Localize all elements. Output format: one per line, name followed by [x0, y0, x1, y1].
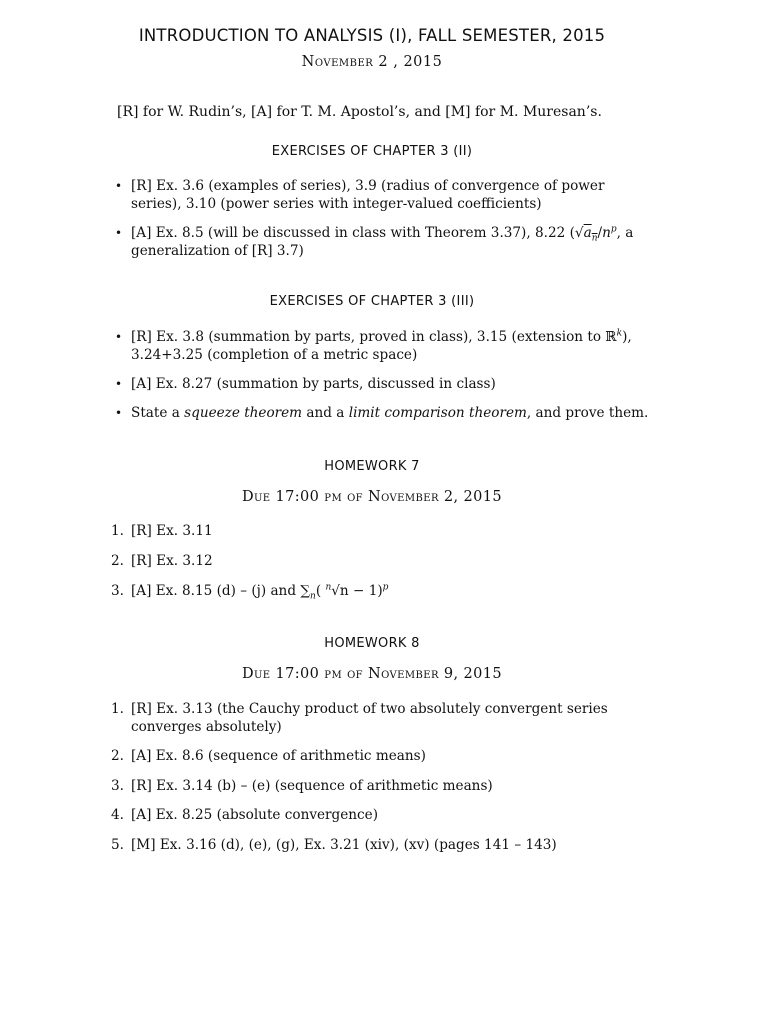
section-heading-ch3-ii: EXERCISES OF CHAPTER 3 (II) [271, 144, 473, 159]
bullet: • [115, 377, 123, 391]
document-title: INTRODUCTION TO ANALYSIS (I), FALL SEMESTER, 2015 [138, 26, 606, 45]
list-item: 3. [A] Ex. 8.15 (d) – (j) and $\sum_n$( $^n$√n − 1)$^p$ [111, 582, 389, 602]
hw8-due-date: Due 17:00 pm of November 9, 2015 [241, 666, 503, 682]
bullet: • [115, 179, 123, 193]
list-item: 2. [A] Ex. 8.6 (sequence of arithmetic means) [111, 748, 426, 764]
list-item: • [R] Ex. 3.8 (summation by parts, proved in class), 3.15 (extension to ℝ$^k$), 3.24+3.25 (completion of a metric space) [115, 328, 632, 363]
list-item: • [A] Ex. 8.27 (summation by parts, discussed in class) [115, 376, 496, 392]
sqrt-sign: √ [574, 225, 584, 241]
section-heading-hw7: HOMEWORK 7 [324, 459, 420, 474]
list-item: 1. [R] Ex. 3.11 [111, 523, 213, 539]
hw7-due-date: Due 17:00 pm of November 2, 2015 [241, 489, 503, 505]
list-item: 4. [A] Ex. 8.25 (absolute convergence) [111, 807, 379, 823]
list-item: 3. [R] Ex. 3.14 (b) – (e) (sequence of arithmetic means) [111, 778, 493, 794]
list-item: • [R] Ex. 3.6 (examples of series), 3.9 (radius of convergence of power series), 3.10 (power series with integer-valued coefficients) [115, 178, 605, 212]
math-radicand: $a_n$ [583, 225, 598, 244]
section-heading-ch3-iii: EXERCISES OF CHAPTER 3 (III) [269, 294, 475, 309]
document-date: November 2 , 2015 [301, 54, 443, 70]
bullet: • [115, 330, 123, 344]
bullet: • [115, 226, 123, 240]
list-item: • [A] Ex. 8.5 (will be discussed in class with Theorem 3.37), 8.22 ($√a_n/n^p$, a generalization of [R] 3.7) [115, 224, 634, 259]
intro-text: [R] for W. Rudin’s, [A] for T. M. Apostol’s, and [M] for M. Muresan’s. [117, 104, 602, 120]
list-item: 2. [R] Ex. 3.12 [111, 553, 213, 569]
list-item: 5. [M] Ex. 3.16 (d), (e), (g), Ex. 3.21 (xiv), (xv) (pages 141 – 143) [111, 837, 557, 853]
bullet: • [115, 406, 123, 420]
list-item: 1. [R] Ex. 3.13 (the Cauchy product of two absolutely convergent series converges absolutely) [111, 701, 608, 735]
section-heading-hw8: HOMEWORK 8 [324, 636, 420, 651]
list-item: • State a squeeze theorem and a limit comparison theorem, and prove them. [115, 405, 649, 421]
